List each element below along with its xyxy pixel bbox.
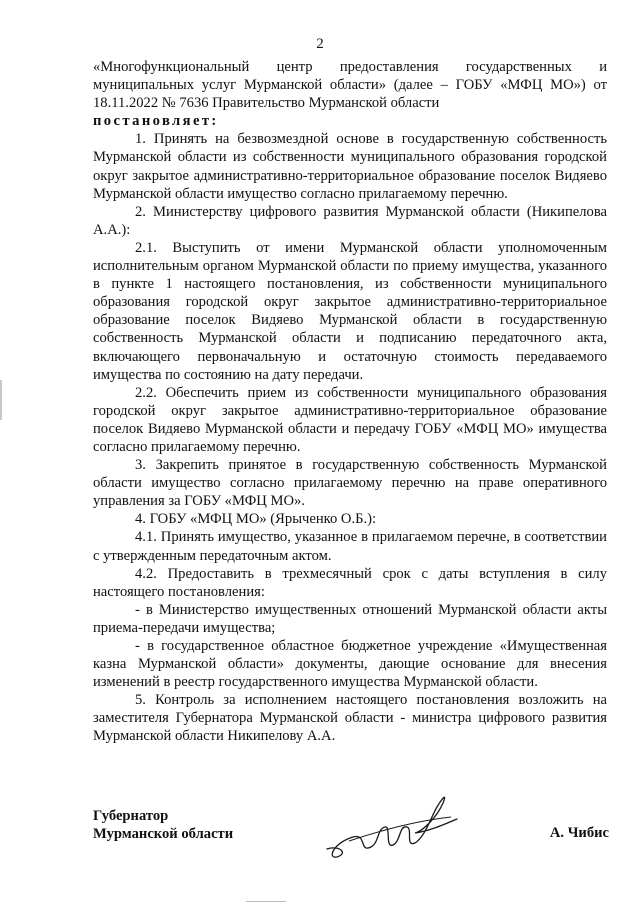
signatory-name: А. Чибис: [549, 825, 609, 841]
list-item-treasury: - в государственное областное бюджетное учреждение «Имущественная казна Мурманской области» документы, дающие основание для внесения изменений в реестр государственного имущества Мурманской области.: [93, 638, 607, 691]
page-number: 2: [316, 36, 324, 52]
scan-edge-mark: [0, 380, 2, 420]
paragraph-1: 1. Принять на безвозмездной основе в государственную собственность Мурманской области из собственности муниципального образования городской округ закрытое административно-территориальное образование поселок Видяево Мурманской области имущество согласно прилагаемому перечню.: [93, 131, 607, 202]
paragraph-2-2: 2.2. Обеспечить прием из собственности муниципального образования городской округ закрытое административно-территориальное образование поселок Видяево Мурманской области и передачу ГОБУ «МФЦ МО» имущества согласно прилагаемому перечню.: [93, 384, 607, 455]
signatory-title: [93, 807, 233, 844]
paragraph-4-1: 4.1. Принять имущество, указанное в прилагаемом перечне, в соответствии с утвержденным передаточным актом.: [93, 529, 607, 564]
handwritten-signature: [319, 787, 469, 862]
scan-bottom-mark: [246, 901, 286, 902]
paragraph-5: 5. Контроль за исполнением настоящего постановления возложить на заместителя Губернатора Мурманской области - министра цифрового развития Мурманской области Никипелову А.А.: [93, 692, 607, 745]
paragraph-2: 2. Министерству цифрового развития Мурманской области (Никипелова А.А.):: [93, 203, 607, 238]
document-body: [93, 58, 607, 746]
paragraph-intro: «Многофункциональный центр предоставления государственных и муниципальных услуг Мурманской области» (далее – ГОБУ «МФЦ МО») от 18.11.2022 № 7636 Правительство Мурманской области: [93, 59, 607, 112]
paragraph-3: 3. Закрепить принятое в государственную собственность Мурманской области имущество согласно прилагаемому перечню на праве оперативного управления за ГОБУ «МФЦ МО».: [93, 457, 607, 510]
decree-word: постановляет:: [93, 113, 219, 130]
signatory-title-line1: Губернатор: [93, 808, 169, 824]
paragraph-2-1: 2.1. Выступить от имени Мурманской области уполномоченным исполнительным органом Мурманской области по приему имущества, указанного в пункте 1 настоящего постановления, из собственности муниципального образования городской округ закрытое административно-территориальное образование поселок Видяево Мурманской области в государственную собственность Мурманской области и подписанию передаточного акта, включающего первоначальную и остаточную стоимость передаваемого имущества по состоянию на дату передачи.: [93, 239, 607, 383]
paragraph-4-2: 4.2. Предоставить в трехмесячный срок с даты вступления в силу настоящего постановления:: [93, 565, 607, 600]
signature-block: [93, 807, 609, 867]
list-item-ministry: - в Министерство имущественных отношений Мурманской области акты приема-передачи имущества;: [93, 601, 607, 636]
paragraph-4: 4. ГОБУ «МФЦ МО» (Ярыченко О.Б.):: [135, 511, 377, 528]
signatory-title-line2: Мурманской области: [93, 826, 234, 843]
